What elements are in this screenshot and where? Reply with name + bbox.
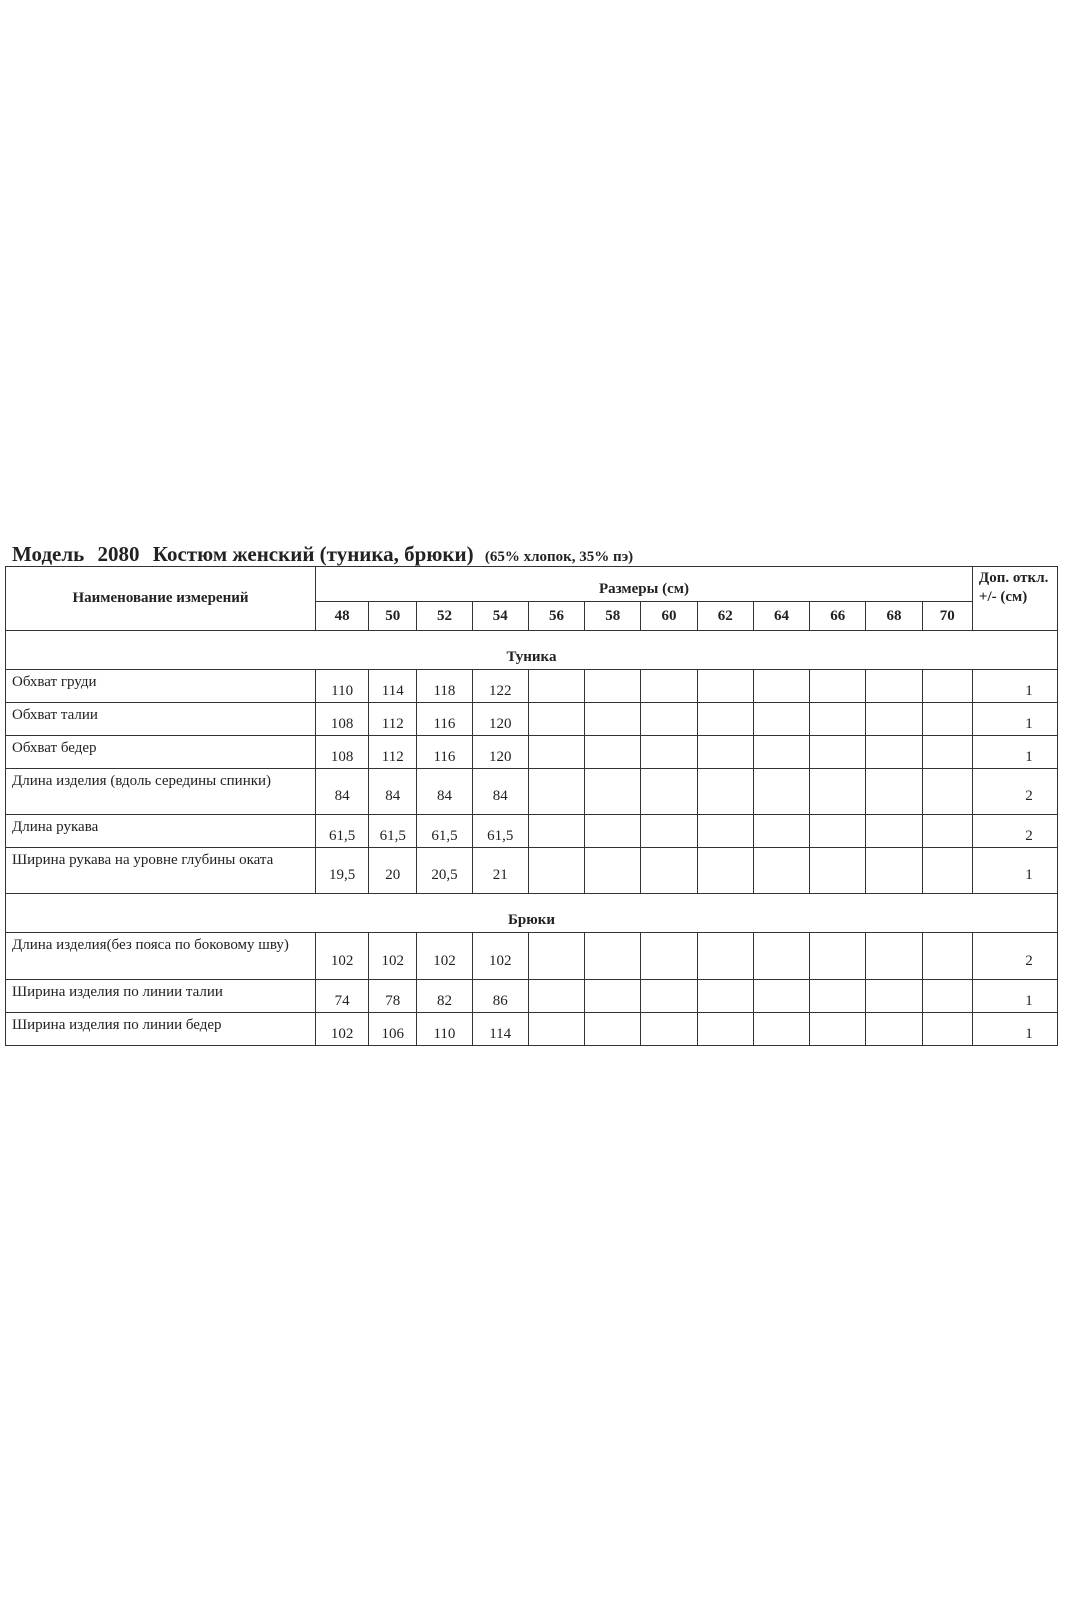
header-deviation: Доп. откл. +/- (см)	[972, 567, 1057, 631]
measurement-value: 84	[472, 769, 528, 815]
measurement-value: 82	[417, 980, 472, 1013]
size-header-cell: 52	[417, 602, 472, 631]
document-title	[12, 542, 633, 569]
measurement-value: 19,5	[316, 848, 369, 894]
measurement-value	[585, 815, 641, 848]
measurement-value	[528, 769, 584, 815]
measurement-value	[922, 848, 972, 894]
deviation-value: 1	[972, 848, 1057, 894]
measurement-value	[810, 848, 866, 894]
table-row	[6, 933, 1058, 980]
size-header-cell: 48	[316, 602, 369, 631]
measurement-value: 84	[369, 769, 417, 815]
measurement-value	[753, 670, 809, 703]
measurement-value: 110	[316, 670, 369, 703]
measurement-value	[528, 848, 584, 894]
size-header-cell: 62	[697, 602, 753, 631]
table-row	[6, 1013, 1058, 1046]
deviation-value: 2	[972, 769, 1057, 815]
deviation-value: 2	[972, 815, 1057, 848]
measurement-value: 108	[316, 703, 369, 736]
size-header-cell: 56	[528, 602, 584, 631]
header-sizes: Размеры (см)	[316, 567, 973, 602]
measurement-value	[528, 980, 584, 1013]
measurement-value	[810, 980, 866, 1013]
measurement-value	[922, 1013, 972, 1046]
section-title: Туника	[6, 631, 1058, 670]
deviation-value: 1	[972, 1013, 1057, 1046]
measurement-value	[866, 1013, 922, 1046]
measurement-value	[528, 1013, 584, 1046]
measurement-value	[585, 736, 641, 769]
measurement-value: 106	[369, 1013, 417, 1046]
measurement-value	[528, 815, 584, 848]
measurement-value	[697, 769, 753, 815]
measurement-value	[528, 670, 584, 703]
measurement-value	[641, 815, 697, 848]
measurement-value	[866, 703, 922, 736]
size-header-cell: 68	[866, 602, 922, 631]
measurement-value: 102	[472, 933, 528, 980]
measurement-value	[585, 670, 641, 703]
table-row	[6, 980, 1058, 1013]
measurement-value	[922, 670, 972, 703]
measurement-value: 122	[472, 670, 528, 703]
measurement-value: 78	[369, 980, 417, 1013]
measurement-value: 114	[369, 670, 417, 703]
table-row	[6, 703, 1058, 736]
measurement-value	[866, 736, 922, 769]
section-title: Брюки	[6, 894, 1058, 933]
measurement-name: Обхват бедер	[6, 736, 316, 769]
size-header-cell: 64	[753, 602, 809, 631]
size-header-cell: 50	[369, 602, 417, 631]
measurement-value: 84	[316, 769, 369, 815]
measurement-value: 84	[417, 769, 472, 815]
measurement-name: Ширина изделия по линии талии	[6, 980, 316, 1013]
measurement-value	[641, 736, 697, 769]
size-header-cell: 66	[810, 602, 866, 631]
measurement-value: 102	[316, 1013, 369, 1046]
measurement-value	[753, 769, 809, 815]
measurement-value	[697, 670, 753, 703]
measurement-value	[866, 848, 922, 894]
measurement-value	[641, 1013, 697, 1046]
measurement-value	[585, 703, 641, 736]
measurement-name: Длина рукава	[6, 815, 316, 848]
size-header-cell: 70	[922, 602, 972, 631]
measurement-value	[810, 769, 866, 815]
measurement-value: 102	[369, 933, 417, 980]
product-name: Костюм женский (туника, брюки)	[152, 542, 474, 566]
table-row	[6, 848, 1058, 894]
measurement-value	[810, 933, 866, 980]
measurement-value	[922, 769, 972, 815]
measurement-value	[641, 933, 697, 980]
measurement-name: Длина изделия(без пояса по боковому шву)	[6, 933, 316, 980]
header-measurement-name: Наименование измерений	[6, 567, 316, 631]
measurement-value	[753, 933, 809, 980]
measurement-value	[922, 815, 972, 848]
measurement-value	[753, 736, 809, 769]
measurement-value: 108	[316, 736, 369, 769]
measurement-value	[753, 980, 809, 1013]
measurement-value	[753, 1013, 809, 1046]
deviation-value: 1	[972, 736, 1057, 769]
deviation-value: 1	[972, 670, 1057, 703]
measurement-value	[641, 703, 697, 736]
measurement-value	[922, 933, 972, 980]
deviation-value: 2	[972, 933, 1057, 980]
measurement-value	[585, 848, 641, 894]
measurement-value: 61,5	[369, 815, 417, 848]
measurement-value	[753, 848, 809, 894]
deviation-value: 1	[972, 980, 1057, 1013]
measurement-value	[866, 933, 922, 980]
measurement-value: 102	[417, 933, 472, 980]
measurement-value	[866, 980, 922, 1013]
measurement-value: 112	[369, 736, 417, 769]
measurement-value	[810, 1013, 866, 1046]
measurement-value: 21	[472, 848, 528, 894]
measurement-value	[697, 1013, 753, 1046]
measurement-value: 74	[316, 980, 369, 1013]
measurement-value	[753, 815, 809, 848]
measurement-value	[641, 769, 697, 815]
size-chart-table	[5, 566, 1058, 1046]
measurement-value: 120	[472, 703, 528, 736]
size-header-cell: 58	[585, 602, 641, 631]
measurement-value	[585, 980, 641, 1013]
table-row	[6, 670, 1058, 703]
measurement-value	[810, 736, 866, 769]
size-header-cell: 54	[472, 602, 528, 631]
model-number: 2080	[97, 542, 140, 566]
measurement-value	[810, 815, 866, 848]
measurement-name: Обхват талии	[6, 703, 316, 736]
measurement-value	[697, 815, 753, 848]
measurement-value	[810, 670, 866, 703]
size-header-cell: 60	[641, 602, 697, 631]
measurement-value	[866, 670, 922, 703]
measurement-value	[697, 933, 753, 980]
measurement-name: Обхват груди	[6, 670, 316, 703]
measurement-value	[641, 848, 697, 894]
measurement-value	[866, 769, 922, 815]
measurement-name: Длина изделия (вдоль середины спинки)	[6, 769, 316, 815]
measurement-value: 20,5	[417, 848, 472, 894]
table-row	[6, 769, 1058, 815]
measurement-value	[585, 769, 641, 815]
measurement-value: 112	[369, 703, 417, 736]
measurement-value: 114	[472, 1013, 528, 1046]
measurement-value	[922, 736, 972, 769]
measurement-value	[641, 980, 697, 1013]
measurement-value	[585, 933, 641, 980]
measurement-value	[810, 703, 866, 736]
measurement-value: 86	[472, 980, 528, 1013]
measurement-value: 116	[417, 736, 472, 769]
table-row	[6, 736, 1058, 769]
measurement-name: Ширина рукава на уровне глубины оката	[6, 848, 316, 894]
fabric-composition: (65% хлопок, 35% пэ)	[484, 549, 634, 565]
measurement-value	[922, 980, 972, 1013]
measurement-value: 118	[417, 670, 472, 703]
measurement-value: 61,5	[472, 815, 528, 848]
measurement-value	[585, 1013, 641, 1046]
measurement-name: Ширина изделия по линии бедер	[6, 1013, 316, 1046]
measurement-value	[922, 703, 972, 736]
table-row	[6, 815, 1058, 848]
measurement-value: 116	[417, 703, 472, 736]
measurement-value	[528, 933, 584, 980]
measurement-value	[528, 703, 584, 736]
measurement-value	[528, 736, 584, 769]
measurement-value: 120	[472, 736, 528, 769]
measurement-value	[641, 670, 697, 703]
measurement-value: 61,5	[417, 815, 472, 848]
measurement-value	[753, 703, 809, 736]
measurement-value: 110	[417, 1013, 472, 1046]
measurement-value: 61,5	[316, 815, 369, 848]
model-label: Модель	[12, 542, 85, 566]
deviation-value: 1	[972, 703, 1057, 736]
measurement-value: 102	[316, 933, 369, 980]
measurement-value	[866, 815, 922, 848]
measurement-value	[697, 980, 753, 1013]
measurement-value: 20	[369, 848, 417, 894]
measurement-value	[697, 848, 753, 894]
measurement-value	[697, 736, 753, 769]
measurement-value	[697, 703, 753, 736]
